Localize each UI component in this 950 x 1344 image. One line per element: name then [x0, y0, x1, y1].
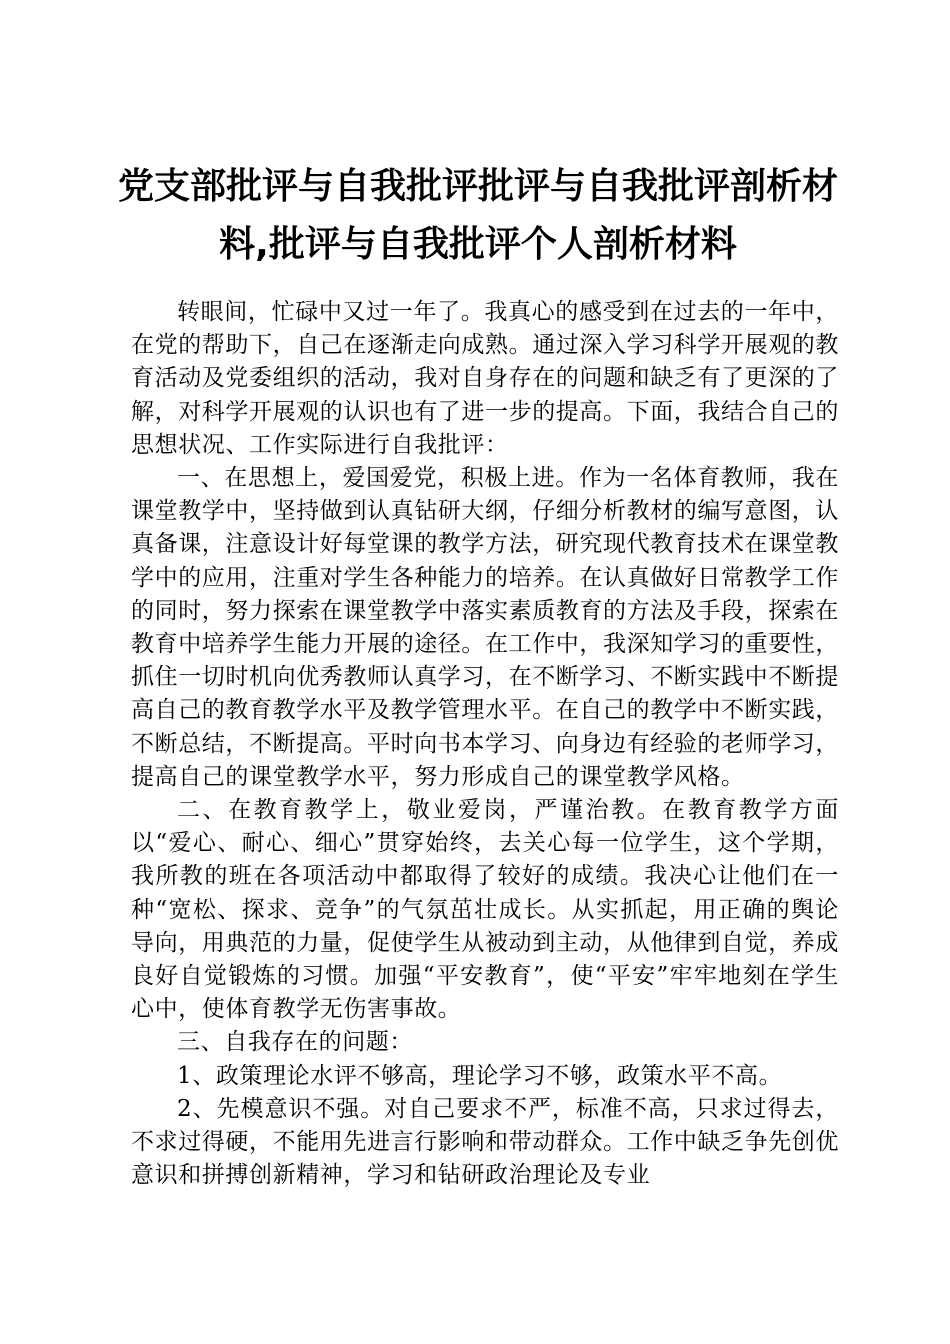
- document-title: 党支部批评与自我批评批评与自我批评剖析材料,批评与自我批评个人剖析材料: [118, 166, 839, 265]
- paragraph-section-2: 二、在教育教学上，敬业爱岗，严谨治教。在教育教学方面以“爱心、耐心、细心”贯穿始终，去关心每一位学生，这个学期，我所教的班在各项活动中都取得了较好的成绩。我决心让他们在一种“宽松、探求、竞争”的气氛茁壮成长。从实抓起，用正确的舆论导向，用典范的力量，促使学生从被动到主动，从他律到自觉，养成良好自觉锻炼的习惯。加强“平安教育”，使“平安”牢牢地刻在学生心中，使体育教学无伤害事故。: [131, 797, 839, 1023]
- document-body: [131, 296, 839, 1192]
- paragraph-problem-1: 1、政策理论水评不够高，理论学习不够，政策水平不高。: [177, 1062, 783, 1089]
- paragraph-section-3-heading: 三、自我存在的问题：: [177, 1029, 413, 1056]
- paragraph-intro: 转眼间，忙碌中又过一年了。我真心的感受到在过去的一年中，在党的帮助下，自己在逐渐走向成熟。通过深入学习科学开展观的教育活动及党委组织的活动，我对自身存在的问题和缺乏有了更深的了解，对科学开展观的认识也有了进一步的提高。下面，我结合自己的思想状况、工作实际进行自我批评：: [131, 299, 839, 458]
- paragraph-section-1: 一、在思想上，爱国爱党，积极上进。作为一名体育教师，我在课堂教学中，坚持做到认真钻研大纲，仔细分析教材的编写意图，认真备课，注意设计好每堂课的教学方法，研究现代教育技术在课堂教学中的应用，注重对学生各种能力的培养。在认真做好日常教学工作的同时，努力探索在课堂教学中落实素质教育的方法及手段，探索在教育中培养学生能力开展的途径。在工作中，我深知学习的重要性，抓住一切时机向优秀教师认真学习，在不断学习、不断实践中不断提高自己的教育教学水平及教学管理水平。在自己的教学中不断实践，不断总结，不断提高。平时向书本学习、向身边有经验的老师学习，提高自己的课堂教学水平，努力形成自己的课堂教学风格。: [131, 465, 839, 790]
- paragraph-problem-2: 2、先模意识不强。对自己要求不严，标准不高，只求过得去，不求过得硬，不能用先进言行影响和带动群众。工作中缺乏争先创优意识和拼搏创新精神，学习和钻研政治理论及专业: [131, 1095, 839, 1189]
